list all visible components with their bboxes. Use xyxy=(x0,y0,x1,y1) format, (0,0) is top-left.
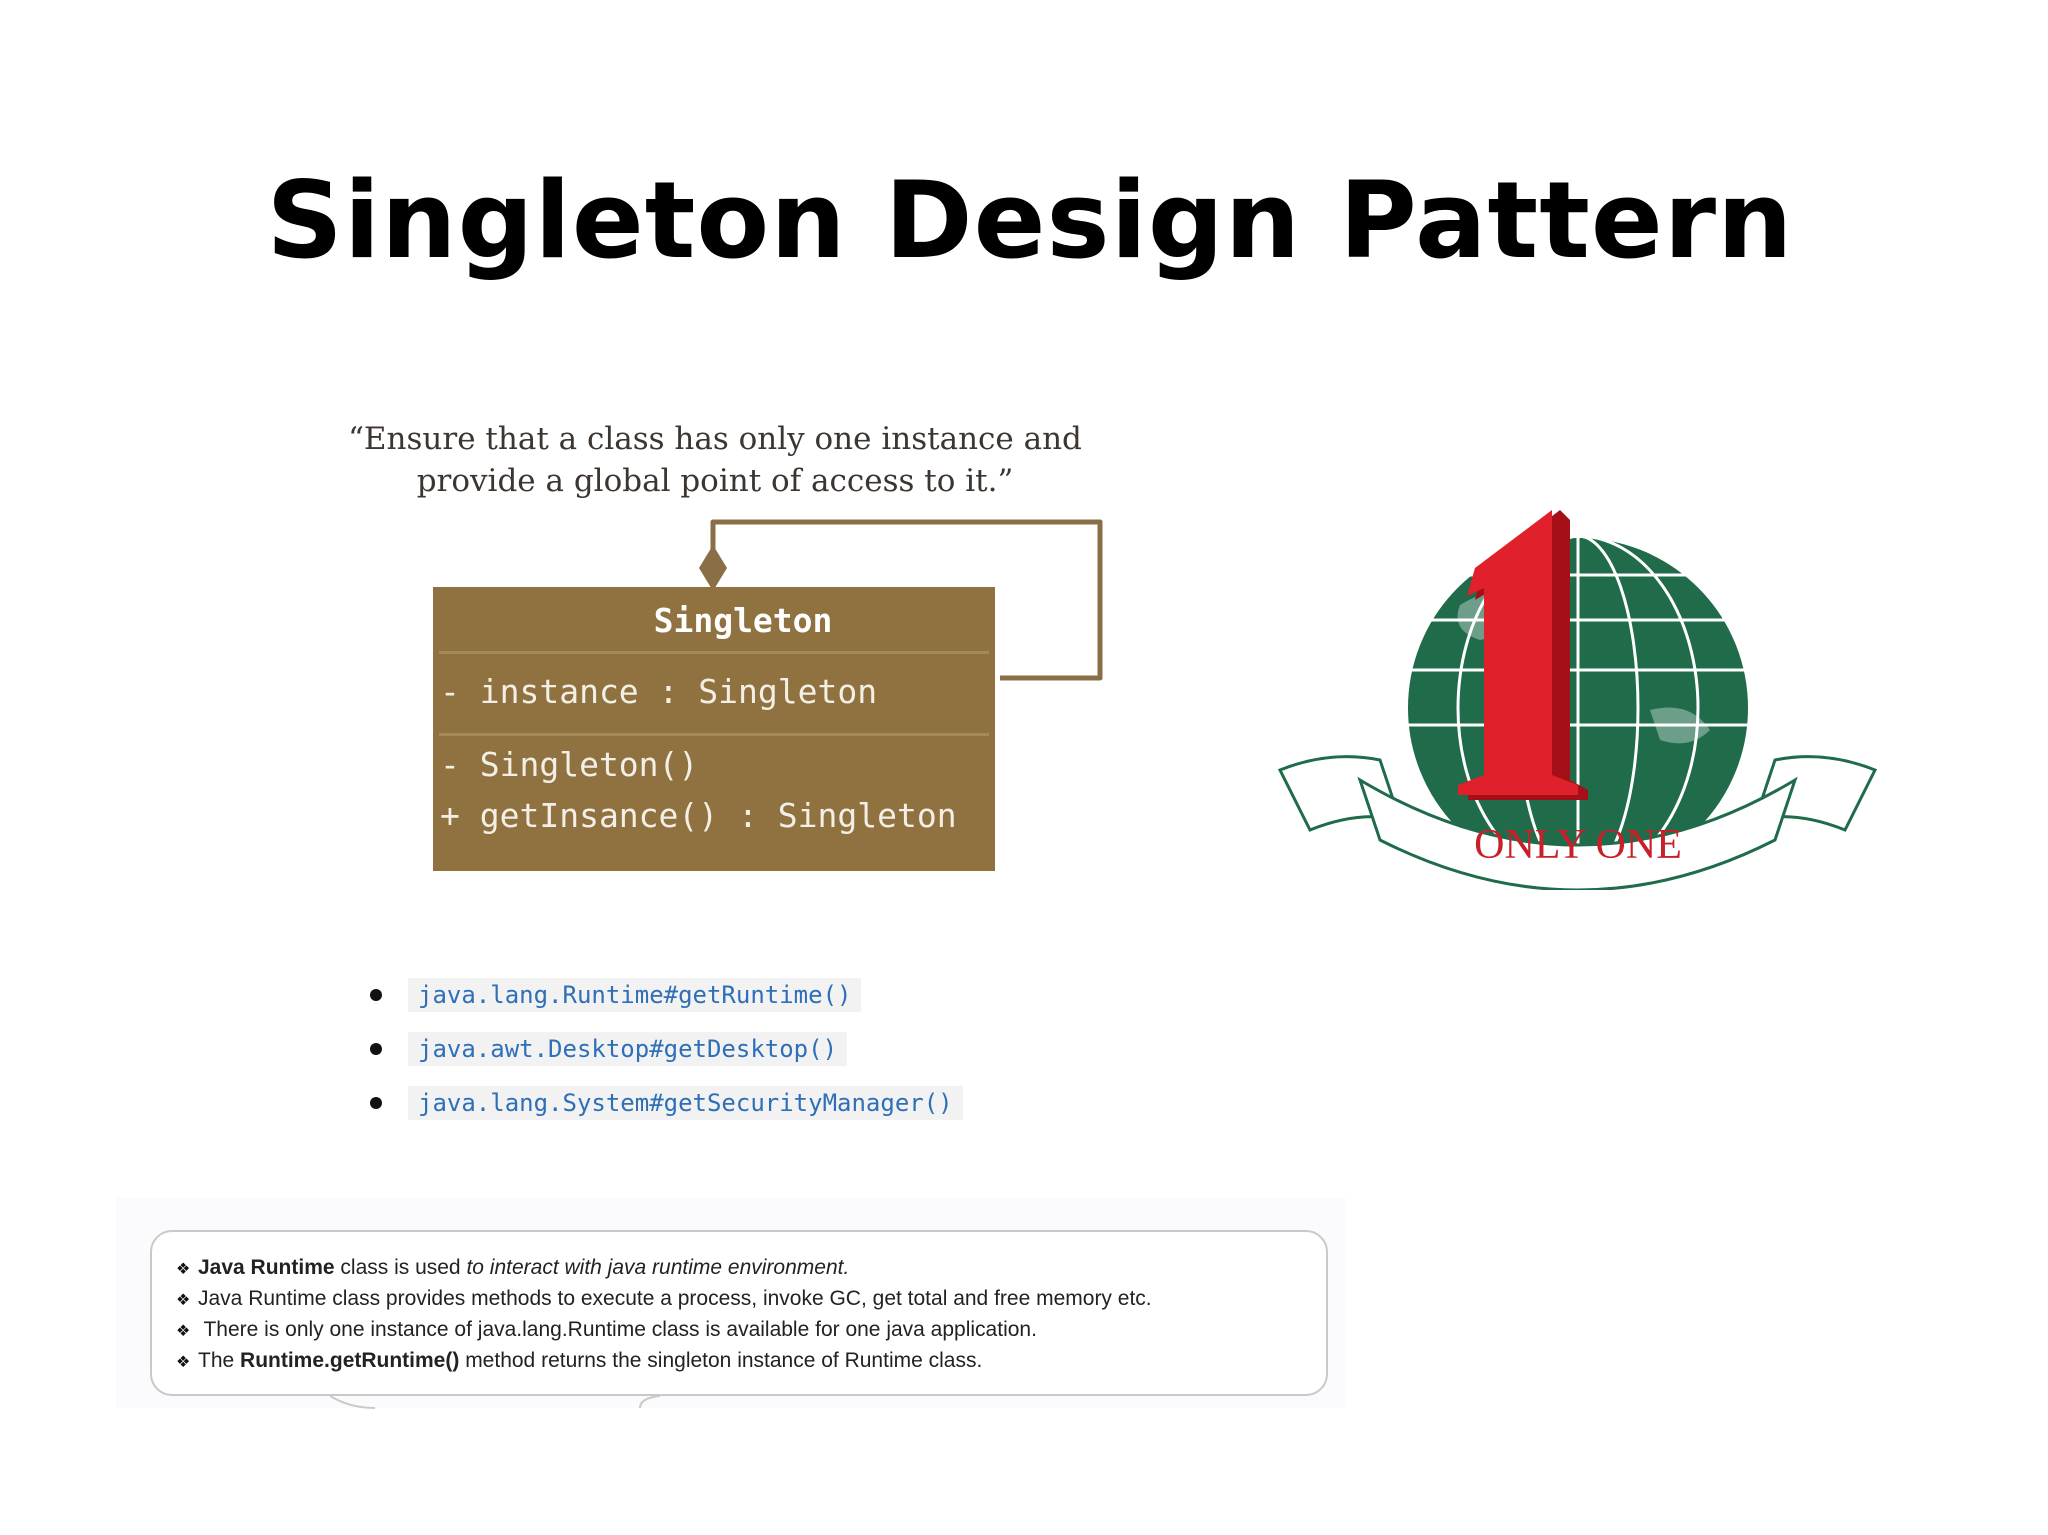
uml-divider xyxy=(439,651,989,654)
bullet-icon xyxy=(370,989,382,1001)
callout-line xyxy=(176,1283,1326,1314)
example-code[interactable]: java.awt.Desktop#getDesktop() xyxy=(408,1032,847,1066)
uml-divider xyxy=(439,733,989,736)
callout-text: The xyxy=(198,1349,241,1372)
runtime-callout xyxy=(150,1230,1328,1396)
callout-tail xyxy=(330,1394,660,1410)
list-item xyxy=(370,968,963,1022)
callout-line xyxy=(176,1314,1326,1345)
aggregation-diamond-icon xyxy=(699,545,727,591)
examples-list xyxy=(370,968,963,1130)
example-code[interactable]: java.lang.System#getSecurityManager() xyxy=(408,1086,963,1120)
diamond-bullet-icon: ❖ xyxy=(176,1292,191,1309)
uml-class-box xyxy=(433,587,995,871)
callout-text: class is used xyxy=(334,1256,467,1279)
bullet-icon xyxy=(370,1097,382,1109)
diamond-bullet-icon: ❖ xyxy=(176,1354,191,1371)
diamond-bullet-icon: ❖ xyxy=(176,1261,191,1278)
banner-text: ONLY ONE xyxy=(1474,822,1682,868)
diamond-bullet-icon: ❖ xyxy=(176,1323,191,1340)
callout-bold: Java Runtime xyxy=(198,1256,335,1279)
callout-bold: Runtime.getRuntime() xyxy=(240,1349,460,1372)
example-code[interactable]: java.lang.Runtime#getRuntime() xyxy=(408,978,861,1012)
slide-title: Singleton Design Pattern xyxy=(266,159,1794,282)
bullet-icon xyxy=(370,1043,382,1055)
uml-class-name: Singleton xyxy=(653,601,833,640)
quote-line-2: provide a global point of access to it.” xyxy=(416,463,1014,499)
callout-text: Java Runtime class provides methods to execute a process, invoke GC, get total and free memory etc. xyxy=(198,1287,1152,1310)
callout-line xyxy=(176,1345,1326,1376)
only-one-emblem xyxy=(1270,510,1885,890)
callout-italic: to interact with java runtime environment. xyxy=(466,1256,850,1279)
callout-text: There is only one instance of java.lang.Runtime class is available for one java application. xyxy=(198,1318,1037,1341)
callout-text: method returns the singleton instance of Runtime class. xyxy=(459,1349,983,1372)
uml-method: - Singleton() xyxy=(440,745,699,784)
list-item xyxy=(370,1022,963,1076)
uml-method: + getInsance() : Singleton xyxy=(440,796,957,835)
callout-line xyxy=(176,1252,1326,1283)
quote-line-1: “Ensure that a class has only one instance and xyxy=(348,421,1082,457)
pattern-quote xyxy=(300,418,1130,502)
list-item xyxy=(370,1076,963,1130)
uml-attribute: - instance : Singleton xyxy=(440,672,878,711)
